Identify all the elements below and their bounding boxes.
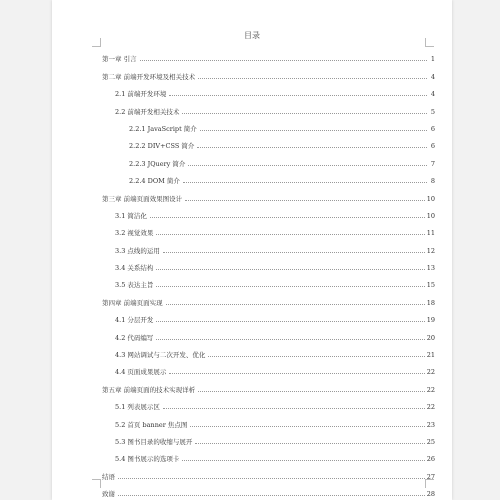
toc-entry[interactable] <box>102 116 435 133</box>
toc-entry-label: 3.5 表达主旨 <box>115 281 154 290</box>
toc-entry[interactable] <box>102 63 435 80</box>
toc-entry-page: 10 <box>426 194 435 203</box>
toc-entry-label: 4.4 页面成果展示 <box>115 368 167 377</box>
toc-entry-label: 致谢 <box>102 490 115 499</box>
toc-entry[interactable] <box>102 150 435 167</box>
toc-entry[interactable] <box>102 394 435 411</box>
dot-leader <box>140 60 427 61</box>
dot-leader <box>156 321 424 322</box>
toc-entry-label: 5.3 图书目录的收缩与展开 <box>115 437 193 446</box>
dot-leader <box>182 460 424 461</box>
toc-entry-label: 2.2.4 DOM 简介 <box>129 177 180 186</box>
dot-leader <box>156 286 424 287</box>
toc-entry-label: 第二章 前端开发环境及相关技术 <box>102 72 196 81</box>
toc-entry-label: 3.4 关系结构 <box>115 264 154 273</box>
toc-entry-page: 7 <box>430 159 435 168</box>
toc-entry-page: 10 <box>426 211 435 220</box>
crop-mark <box>92 479 101 488</box>
toc-entry-label: 5.2 首页 banner 焦点图 <box>115 420 188 429</box>
toc-entry-page: 13 <box>426 264 435 273</box>
toc-entry-label: 4.1 分层开发 <box>115 316 154 325</box>
dot-leader <box>195 443 424 444</box>
toc-entry-label: 4.2 代码编写 <box>115 333 154 342</box>
toc-entry[interactable] <box>102 342 435 359</box>
dot-leader <box>169 373 424 374</box>
dot-leader <box>208 356 424 357</box>
toc-entry-label: 3.2 视觉效果 <box>115 229 154 238</box>
toc-entry[interactable] <box>102 237 435 254</box>
page-title: 目录 <box>244 31 260 40</box>
toc-entry[interactable] <box>102 307 435 324</box>
toc-entry-page: 22 <box>426 368 435 377</box>
toc-entry-page: 6 <box>430 124 435 133</box>
toc-entry[interactable] <box>102 376 435 393</box>
dot-leader <box>190 426 424 427</box>
toc-entry-label: 第五章 前端页面的技术实现详析 <box>102 385 196 394</box>
dot-leader <box>118 478 425 479</box>
dot-leader <box>156 269 424 270</box>
toc-entry-label: 2.1 前端开发环境 <box>115 90 167 99</box>
toc-entry[interactable] <box>102 81 435 98</box>
toc-entry-label: 4.3 网站调试与二次开发、优化 <box>115 351 206 360</box>
toc-entry-label: 2.2.3 JQuery 简介 <box>129 159 186 168</box>
toc-entry-label: 2.2 前端开发相关技术 <box>115 107 180 116</box>
dot-leader <box>188 165 427 166</box>
toc-entry[interactable] <box>102 272 435 289</box>
toc-entry[interactable] <box>102 324 435 341</box>
toc-entry[interactable] <box>102 220 435 237</box>
toc-entry-page: 4 <box>430 72 435 81</box>
dot-leader <box>198 391 425 392</box>
dot-leader <box>166 304 425 305</box>
toc-entry[interactable] <box>102 359 435 376</box>
toc-entry-page: 11 <box>426 229 435 238</box>
toc-entry[interactable] <box>102 255 435 272</box>
dot-leader <box>169 95 427 96</box>
dot-leader <box>182 113 427 114</box>
toc-entry[interactable] <box>102 481 435 498</box>
toc-entry-page: 19 <box>426 316 435 325</box>
toc-entry[interactable] <box>102 411 435 428</box>
document-page <box>52 0 452 500</box>
toc-entry-label: 5.4 图书展示的选项卡 <box>115 455 180 464</box>
toc-entry-page: 4 <box>430 90 435 99</box>
toc-entry-label: 3.1 简洁化 <box>115 211 147 220</box>
dot-leader <box>198 78 427 79</box>
toc-entry-page: 20 <box>426 333 435 342</box>
toc-entry[interactable] <box>102 168 435 185</box>
toc-entry-label: 第一章 引言 <box>102 55 137 64</box>
toc-entry-page: 25 <box>426 437 435 446</box>
dot-leader <box>185 200 425 201</box>
toc-entry-page: 21 <box>426 351 435 360</box>
toc-entry-label: 5.1 列表展示区 <box>115 403 160 412</box>
toc-entry-page: 28 <box>426 490 435 499</box>
toc-entry-page: 5 <box>430 107 435 116</box>
dot-leader <box>156 234 424 235</box>
toc-entry[interactable] <box>102 463 435 480</box>
dot-leader <box>200 130 427 131</box>
toc-entry[interactable] <box>102 429 435 446</box>
toc-entry[interactable] <box>102 203 435 220</box>
toc-entry-label: 2.2.2 DIV+CSS 简介 <box>129 142 195 151</box>
toc-entry-page: 22 <box>426 403 435 412</box>
dot-leader <box>163 252 425 253</box>
dot-leader <box>150 217 425 218</box>
toc-entry-page: 27 <box>426 472 435 481</box>
toc-entry-label: 结语 <box>102 472 115 481</box>
dot-leader <box>156 339 424 340</box>
toc-entry-page: 6 <box>430 142 435 151</box>
toc-entry-label: 第四章 前端页面实现 <box>102 298 163 307</box>
toc-entry-page: 8 <box>430 177 435 186</box>
toc-entry-page: 15 <box>426 281 435 290</box>
toc-entry-label: 3.3 点线的运用 <box>115 246 160 255</box>
toc-entry-label: 2.2.1 JavaScript 简介 <box>129 124 197 133</box>
toc-entry[interactable] <box>102 289 435 306</box>
toc-entry-page: 1 <box>430 55 435 64</box>
toc-entry-page: 12 <box>426 246 435 255</box>
toc-entry-label: 第三章 前端页面效果图设计 <box>102 194 183 203</box>
toc-entry[interactable] <box>102 98 435 115</box>
toc-entry-page: 26 <box>426 455 435 464</box>
toc-entry-page: 18 <box>426 298 435 307</box>
dot-leader <box>163 408 425 409</box>
toc-entry[interactable] <box>102 46 435 63</box>
toc-entry[interactable] <box>102 185 435 202</box>
toc-entry-page: 23 <box>426 420 435 429</box>
toc-entry[interactable] <box>102 446 435 463</box>
toc-entry-page: 22 <box>426 385 435 394</box>
toc-entry[interactable] <box>102 133 435 150</box>
dot-leader <box>183 182 427 183</box>
table-of-contents <box>102 46 435 498</box>
dot-leader <box>197 147 427 148</box>
dot-leader <box>118 495 425 496</box>
